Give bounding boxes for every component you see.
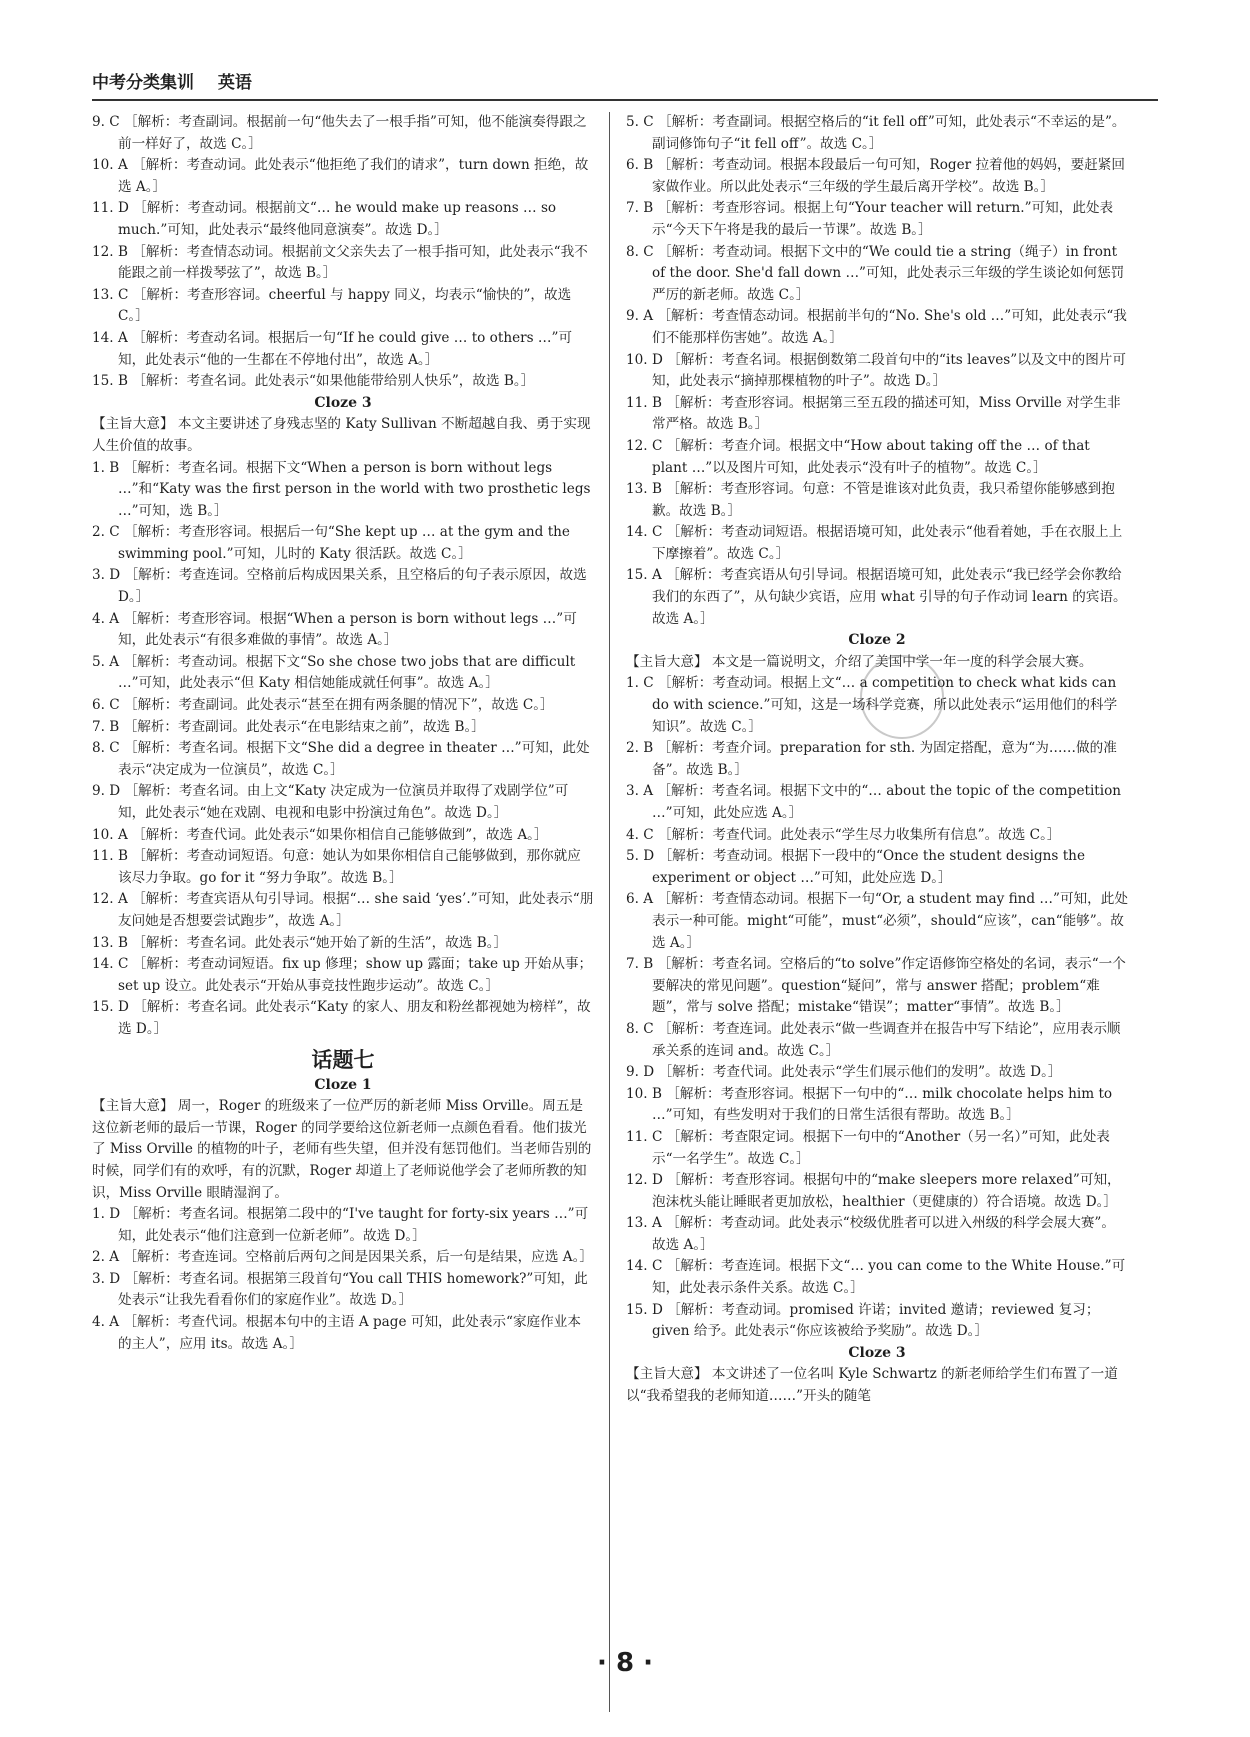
answer-item: 4. C ［解析：考查代词。此处表示“学生尽力收集所有信息”。故选 C。］ <box>626 826 1061 843</box>
topic-title: 话题七 <box>311 1046 375 1072</box>
answer-item: 10. A ［解析：考查代词。此处表示“如果你相信自己能够做到”，故选 A。］ <box>92 826 548 843</box>
answer-item: 3. D ［解析：考查连词。空格前后构成因果关系，且空格后的句子表示原因，故选 D。］ <box>92 567 587 606</box>
right-column <box>626 112 1128 1408</box>
answer-list <box>92 1204 594 1355</box>
left-column <box>92 112 594 1355</box>
answer-item: 6. B ［解析：考查动词。根据本段最后一句可知，Roger 拉着他的妈妈，要赶紧回家做作业。所以此处表示“三年级的学生最后离开学校”。故选 B。］ <box>626 157 1125 195</box>
answer-item: 3. D ［解析：考查名词。根据第三段首句“You call THIS homework?”可知，此处表示“让我先看看你们的家庭作业”。故选 D。］ <box>92 1270 588 1309</box>
answer-item: 5. C ［解析：考查副词。根据空格后的“it fell off”可知，此处表示“不幸运的是”。副词修饰句子“it fell off”。故选 C。］ <box>626 114 1126 152</box>
answer-list <box>92 458 594 1041</box>
answer-item: 14. A ［解析：考查动名词。根据后一句“If he could give … to others …”可知，此处表示“他的一生都在不停地付出”，故选 A。］ <box>92 329 573 368</box>
subject-label: 英语 <box>217 73 252 93</box>
answer-item: 11. B ［解析：考查动词短语。句意：她认为如果你相信自己能够做到，那你就应该尽力争取。go for it “努力争取”。故选 B。］ <box>92 848 581 886</box>
answer-item: 12. D ［解析：考查形容词。根据句中的“make sleepers more relaxed”可知，泡沫枕头能让睡眠者更加放松，healthier（更健康的）符合语境。故选 D。］ <box>626 1172 1121 1210</box>
summary-paragraph: 【主旨大意】 本文主要讲述了身残志坚的 Katy Sullivan 不断超越自我、勇于实现人生价值的故事。 <box>92 416 591 454</box>
answer-list <box>626 673 1128 1342</box>
section-heading: Cloze 3 <box>848 1344 906 1361</box>
answer-item: 8. C ［解析：考查动词。根据下文中的“We could tie a string（绳子）in front of the door. She'd fall down …”可知，此处表示三年级的学生谈论如何惩罚严厉的新老师。故选 C。］ <box>626 243 1125 303</box>
answer-item: 10. B ［解析：考查形容词。根据下一句中的“… milk chocolate helps him to …”可知，有些发明对于我们的日常生活很有帮助。故选 B。］ <box>626 1085 1113 1124</box>
answer-item: 9. D ［解析：考查代词。此处表示“学生们展示他们的发明”。故选 D。］ <box>626 1064 1062 1081</box>
answer-item: 1. D ［解析：考查名词。根据第二段中的“I've taught for forty-six years …”可知，此处表示“他们注意到一位新老师”。故选 D。］ <box>92 1206 589 1244</box>
answer-item: 13. B ［解析：考查形容词。句意：不管是谁该对此负责，我只希望你能够感到抱歉。故选 B。］ <box>626 481 1115 519</box>
answer-item: 9. C ［解析：考查副词。根据前一句“他失去了一根手指”可知，他不能演奏得跟之前一样好了，故选 C。］ <box>92 114 587 152</box>
answer-item: 11. C ［解析：考查限定词。根据下一句中的“Another（另一名）”可知，此处表示“一名学生”。故选 C。］ <box>626 1128 1110 1167</box>
answer-item: 15. D ［解析：考查名词。此处表示“Katy 的家人、朋友和粉丝都视她为榜样”，故选 D。］ <box>92 999 591 1037</box>
answer-item: 6. C ［解析：考查副词。此处表示“甚至在拥有两条腿的情况下”，故选 C。］ <box>92 697 554 714</box>
answer-item: 12. B ［解析：考查情态动词。根据前文父亲失去了一根手指可知，此处表示“我不能跟之前一样拨琴弦了”，故选 B。］ <box>92 243 588 282</box>
answer-item: 10. D ［解析：考查名词。根据倒数第二段首句中的“its leaves”以及文中的图片可知，此处表示“摘掉那棵植物的叶子”。故选 D。］ <box>626 351 1126 390</box>
answer-item: 15. B ［解析：考查名词。此处表示“如果他能带给别人快乐”，故选 B。］ <box>92 373 535 390</box>
book-title: 中考分类集训 <box>92 73 194 93</box>
page-header <box>92 68 1158 101</box>
answer-item: 15. D ［解析：考查动词。promised 许诺；invited 邀请；reviewed 复习；given 给予。此处表示“你应该被给予奖励”。故选 D。］ <box>626 1301 1100 1340</box>
section-heading: Cloze 1 <box>314 1076 372 1093</box>
section-heading: Cloze 3 <box>314 394 372 411</box>
answer-item: 7. B ［解析：考查副词。此处表示“在电影结束之前”，故选 B。］ <box>92 718 485 735</box>
answer-item: 13. C ［解析：考查形容词。cheerful 与 happy 同义，均表示“愉快的”，故选 C。］ <box>92 286 572 325</box>
answer-item: 8. C ［解析：考查名词。根据下文“She did a degree in theater …”可知，此处表示“决定成为一位演员”，故选 C。］ <box>92 740 590 778</box>
answer-item: 1. C ［解析：考查动词。根据上文“… a competition to check what kids can do with science.”可知，这是一场科学竞赛，所以此处表示“运用他们的科学知识”。故选 C。］ <box>626 675 1118 735</box>
answer-item: 3. A ［解析：考查名词。根据下文中的“… about the topic of the competition …”可知，此处应选 A。］ <box>626 783 1122 821</box>
summary-paragraph: 【主旨大意】 周一，Roger 的班级来了一位严厉的新老师 Miss Orville。周五是这位新老师的最后一节课，Roger 的同学要给这位新老师一点颜色看看。他们拔光了 Miss Orville 的植物的叶子，老师有些失望，但并没有惩罚他们。当老师告别的时候，同学们有的欢呼，有的沉默，Roger 却道上了老师说他学会了老师所教的知识，Miss Orville 眼睛湿润了。 <box>92 1098 592 1201</box>
summary-paragraph: 【主旨大意】 本文是一篇说明文，介绍了美国中学一年一度的科学会展大赛。 <box>626 653 1093 670</box>
answer-item: 9. D ［解析：考查名词。由上文“Katy 决定成为一位演员并取得了戏剧学位”可知，此处表示“她在戏剧、电视和电影中扮演过角色”。故选 D。］ <box>92 783 569 821</box>
column-divider <box>609 112 610 1712</box>
answer-item: 6. A ［解析：考查情态动词。根据下一句“Or, a student may find …”可知，此处表示一种可能。might“可能”，must“必须”，should“应该”，can“能够”。故选 A。］ <box>626 891 1128 951</box>
answer-item: 15. A ［解析：考查宾语从句引导词。根据语境可知，此处表示“我已经学会你教给我们的东西了”，从句缺少宾语，应用 what 引导的句子作动词 learn 的宾语。故选 A。］ <box>626 567 1127 627</box>
answer-item: 13. A ［解析：考查动词。此处表示“校级优胜者可以进入州级的科学会展大赛”。故选 A。］ <box>626 1215 1115 1253</box>
answer-item: 12. C ［解析：考查介词。根据文中“How about taking off the … of that plant …”以及图片可知，此处表示“没有叶子的植物”。故选 C。］ <box>626 437 1090 476</box>
answer-item: 13. B ［解析：考查名词。此处表示“她开始了新的生活”，故选 B。］ <box>92 934 508 951</box>
section-heading: Cloze 2 <box>848 632 906 649</box>
answer-item: 7. B ［解析：考查名词。空格后的“to solve”作定语修饰空格处的名词，表示“一个要解决的常见问题”。question“疑问”，常与 answer 搭配；problem“难题”，常与 solve 搭配；mistake“错误”；matter“事情”。故选 B。］ <box>626 956 1126 1016</box>
answer-item: 12. A ［解析：考查宾语从句引导词。根据“… she said ‘yes’.”可知，此处表示“朋友问她是否想要尝试跑步”，故选 A。］ <box>92 891 594 929</box>
answer-item: 7. B ［解析：考查形容词。根据上句“Your teacher will return.”可知，此处表示“今天下午将是我的最后一节课”。故选 B。］ <box>626 200 1114 238</box>
library-stamp <box>860 655 944 739</box>
answer-item: 1. B ［解析：考查名词。根据下文“When a person is born without legs …”和“Katy was the first person in the world with two prosthetic legs …”可知，选 B。］ <box>92 459 591 519</box>
answer-item: 2. A ［解析：考查连词。空格前后两句之间是因果关系，后一句是结果，应选 A。］ <box>92 1249 593 1266</box>
answer-item: 11. B ［解析：考查形容词。根据第三至五段的描述可知，Miss Orville 对学生非常严格。故选 B。］ <box>626 394 1121 433</box>
page-number: · 8 · <box>597 1648 653 1678</box>
answer-item: 14. C ［解析：考查动词短语。fix up 修理；show up 露面；take up 开始从事；set up 设立。此处表示“开始从事竞技性跑步运动”。故选 C。］ <box>92 956 593 994</box>
answer-list <box>626 112 1128 630</box>
answer-item: 4. A ［解析：考查形容词。根据“When a person is born without legs …”可知，此处表示“有很多难做的事情”。故选 A。］ <box>92 610 577 649</box>
answer-item: 4. A ［解析：考查代词。根据本句中的主语 A page 可知，此处表示“家庭作业本的主人”，应用 its。故选 A。］ <box>92 1314 581 1352</box>
answer-item: 2. B ［解析：考查介词。preparation for sth. 为固定搭配，意为“为……做的准备”。故选 B。］ <box>626 740 1117 778</box>
answer-item: 14. C ［解析：考查动词短语。根据语境可知，此处表示“他看着她，手在衣服上上下摩擦着”。故选 C。］ <box>626 524 1123 562</box>
summary-paragraph: 【主旨大意】 本文讲述了一位名叫 Kyle Schwartz 的新老师给学生们布置了一道以“我希望我的老师知道……”开头的随笔 <box>626 1366 1118 1405</box>
answer-item: 10. A ［解析：考查动词。此处表示“他拒绝了我们的请求”，turn down 拒绝，故选 A。］ <box>92 157 589 195</box>
answer-item: 5. A ［解析：考查动词。根据下文“So she chose two jobs that are difficult …”可知，此处表示“但 Katy 相信她能成就任何事”。故选 A。］ <box>92 653 576 692</box>
answer-item: 2. C ［解析：考查形容词。根据后一句“She kept up … at the gym and the swimming pool.”可知，儿时的 Katy 很活跃。故选 C。］ <box>92 524 570 562</box>
answer-item: 5. D ［解析：考查动词。根据下一段中的“Once the student designs the experiment or object …”可知，此处应选 D。］ <box>626 848 1085 886</box>
answer-item: 9. A ［解析：考查情态动词。根据前半句的“No. She's old …”可知，此处表示“我们不能那样伤害她”。故选 A。］ <box>626 308 1127 346</box>
answer-item: 14. C ［解析：考查连词。根据下文“… you can come to the White House.”可知，此处表示条件关系。故选 C。］ <box>626 1258 1126 1297</box>
answer-item: 11. D ［解析：考查动词。根据前文“… he would make up reasons … so much.”可知，此处表示“最终他同意演奏”。故选 D。］ <box>92 200 557 238</box>
answer-item: 8. C ［解析：考查连词。此处表示“做一些调查并在报告中写下结论”，应用表示顺承关系的连词 and。故选 C。］ <box>626 1020 1121 1059</box>
answer-list <box>92 112 594 393</box>
